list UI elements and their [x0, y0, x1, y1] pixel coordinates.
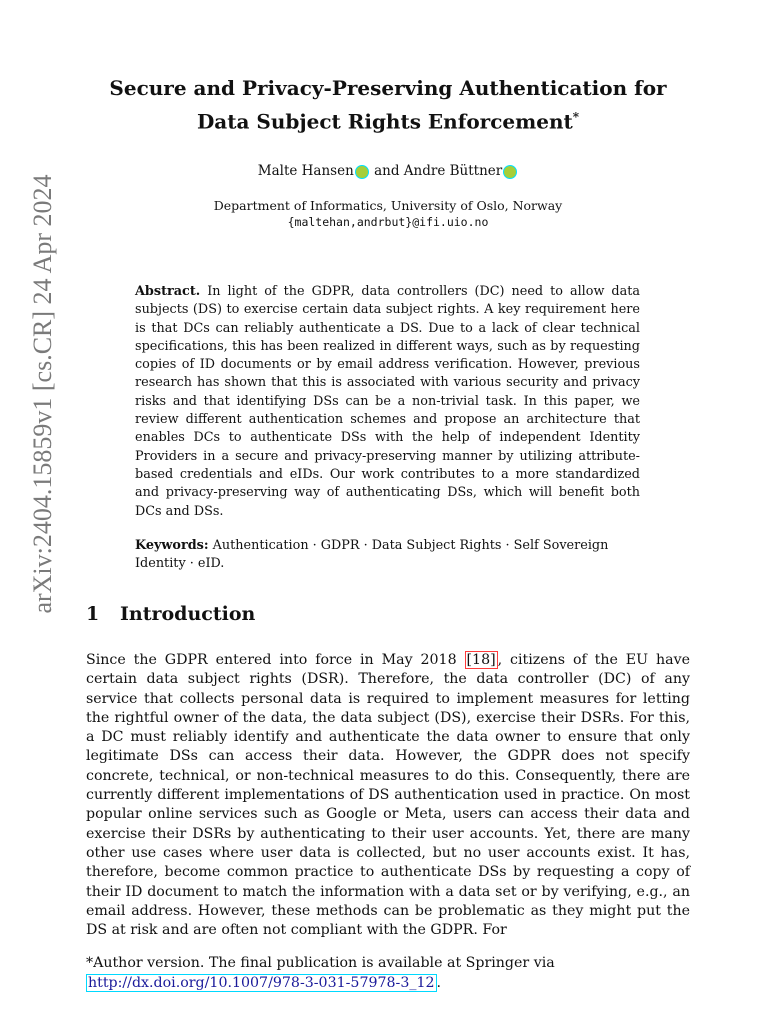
author-2-name: Andre Büttner	[403, 163, 503, 179]
orcid-icon[interactable]	[503, 165, 517, 179]
author-joiner: and	[374, 163, 400, 179]
section-title: Introduction	[120, 603, 256, 625]
abstract-text: In light of the GDPR, data controllers (DC) need to allow data subjects (DS) to exercise certain data subject rights. A key requirement here is that DCs can reliably authenticate a DS. Due to a lack of clear technical specifications, this has been realized in different ways, such as by requesting copies of ID documents or by email address verification. However, previous research has shown that this is associated with various security and privacy risks and that identifying DSs can be a non-trivial task. In this paper, we review different authentication schemes and propose an architecture that enables DCs to authenticate DSs with the help of independent Identity Providers in a secure and privacy-preserving manner by utilizing attribute-based credentials and eIDs. Our work contributes to a more standardized and privacy-preserving way of authenticating DSs, which will benefit both DCs and DSs.	[135, 284, 640, 519]
body-text-start: Since the GDPR entered into force in May 2018	[86, 652, 457, 668]
affiliation	[80, 197, 696, 231]
section-heading	[86, 603, 686, 625]
footnote-end: .	[436, 974, 442, 991]
arxiv-sidebar	[14, 120, 72, 680]
paper-title	[80, 74, 696, 137]
keywords-label: Keywords:	[135, 538, 209, 553]
author-line	[80, 163, 696, 179]
doi-link[interactable]: http://dx.doi.org/10.1007/978-3-031-57978-3_12	[88, 974, 435, 991]
footnote-text: *Author version. The final publication is available at Springer via	[86, 955, 555, 971]
body-paragraph	[86, 651, 690, 940]
keywords	[135, 537, 655, 573]
author-1-name: Malte Hansen	[257, 163, 354, 179]
abstract-label: Abstract.	[135, 284, 201, 299]
title-line-1: Secure and Privacy-Preserving Authentication for	[109, 76, 667, 100]
title-line-2: Data Subject Rights Enforcement	[196, 109, 573, 134]
body-text-rest: , citizens of the EU have certain data subject rights (DSR). Therefore, the data controller (DC) of any service that collects personal data is required to implement measures for letting the rightful owner of the data, the data subject (DS), exercise their DSRs. For this, a DC must reliably identify and authenticate the data owner to ensure that only legitimate DSs can access their data. However, the GDPR does not specify concrete, technical, or non-technical measures to do this. Consequently, there are currently different implementations of DS authentication used in practice. On most popular online services such as Google or Meta, users can access their data and exercise their DSRs by authenticating to their user accounts. Yet, there are many other use cases where user data is collected, but no user accounts exist. It has, therefore, become common practice to authenticate DSs by requesting a copy of their ID document to match the information with a data set or by verifying, e.g., an email address. However, these methods can be problematic as they might put the DS at risk and are often not compliant with the GDPR. For	[86, 652, 691, 939]
title-footnote-mark: *	[572, 110, 580, 124]
department: Department of Informatics, University of Oslo, Norway	[213, 198, 563, 213]
author-email: {maltehan,andrbut}@ifi.uio.no	[287, 215, 489, 229]
keywords-text: Authentication · GDPR · Data Subject Rights · Self Sovereign Identity · eID.	[135, 538, 609, 571]
orcid-icon[interactable]	[355, 165, 369, 179]
section-number: 1	[86, 603, 100, 625]
footnote	[86, 954, 690, 993]
citation-link[interactable]: [18]	[466, 652, 496, 668]
arxiv-identifier: arXiv:2404.15859v1 [cs.CR] 24 Apr 2024	[28, 174, 57, 614]
abstract	[135, 283, 640, 521]
